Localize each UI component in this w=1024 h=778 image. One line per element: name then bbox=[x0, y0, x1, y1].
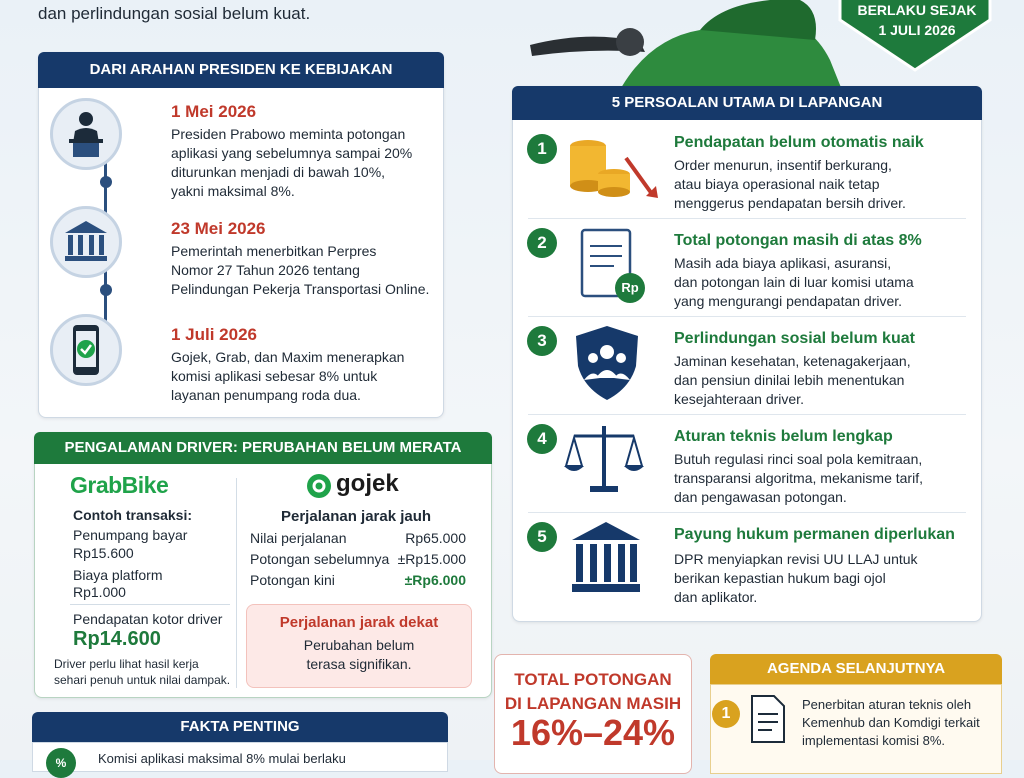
scales-icon bbox=[562, 422, 646, 496]
gojek-long-title: Perjalanan jarak jauh bbox=[281, 508, 432, 525]
grab-gross-label: Pendapatan kotor driver bbox=[73, 611, 223, 627]
phone-check-icon bbox=[50, 314, 122, 386]
divider bbox=[528, 512, 966, 513]
gojek-row-label: Potongan kini bbox=[250, 572, 335, 588]
timeline-text-2: Pemerintah menerbitkan Perpres Nomor 27 Tahun 2026 tentang Pelindungan Pekerja Transportasi Online. bbox=[171, 243, 430, 297]
gojek-row-label: Nilai perjalanan bbox=[250, 530, 347, 546]
agenda-heading: AGENDA SELANJUTNYA bbox=[710, 654, 1002, 684]
government-building-icon bbox=[50, 206, 122, 278]
grab-gross-value: Rp14.600 bbox=[73, 628, 161, 650]
issue-title: Aturan teknis belum lengkap bbox=[674, 428, 893, 445]
issue-text: Masih ada biaya aplikasi, asuransi, dan potongan lain di luar komisi utama yang mengurangi pendapatan driver. bbox=[674, 255, 914, 309]
gojek-logo: gojek bbox=[336, 470, 399, 497]
issues-heading: 5 PERSOALAN UTAMA DI LAPANGAN bbox=[512, 86, 982, 120]
intro-text: dan perlindungan sosial belum kuat. bbox=[38, 4, 311, 23]
divider bbox=[236, 478, 237, 688]
timeline-date-1: 1 Mei 2026 bbox=[171, 102, 257, 121]
grab-fare-label: Penumpang bayar bbox=[73, 527, 188, 543]
timeline-date-3: 1 Juli 2026 bbox=[171, 325, 258, 344]
issue-title: Pendapatan belum otomatis naik bbox=[674, 134, 924, 151]
issue-number: 2 bbox=[527, 228, 557, 258]
shield-people-icon bbox=[572, 324, 642, 402]
issue-text: Butuh regulasi rinci soal pola kemitraan, transparansi algoritma, mekanisme tarif, dan pengawasan potongan. bbox=[674, 451, 923, 505]
fakta-heading: FAKTA PENTING bbox=[32, 712, 448, 742]
document-icon bbox=[748, 694, 788, 744]
issue-text: Order menurun, insentif berkurang, atau biaya operasional naik tetap menggerus pendapatan bersih driver. bbox=[674, 157, 906, 211]
gojek-row-label: Potongan sebelumnya bbox=[250, 551, 390, 567]
grab-example-title: Contoh transaksi: bbox=[73, 507, 193, 523]
driver-experience-heading: PENGALAMAN DRIVER: PERUBAHAN BELUM MERATA bbox=[34, 432, 492, 464]
issue-number: 3 bbox=[527, 326, 557, 356]
total-label: TOTAL POTONGAN DI LAPANGAN MASIH bbox=[504, 670, 682, 713]
near-trip-title: Perjalanan jarak dekat bbox=[279, 614, 439, 631]
issue-text: DPR menyiapkan revisi UU LLAJ untuk berikan kepastian hukum bagi ojol dan aplikator. bbox=[674, 551, 918, 605]
divider bbox=[528, 414, 966, 415]
gojek-row-value: ±Rp15.000 bbox=[397, 551, 466, 567]
timeline-dot bbox=[100, 284, 112, 296]
issue-title: Total potongan masih di atas 8% bbox=[674, 232, 922, 249]
timeline-dot bbox=[100, 176, 112, 188]
divider bbox=[70, 604, 230, 605]
agenda-number: 1 bbox=[712, 700, 740, 728]
issue-number: 4 bbox=[527, 424, 557, 454]
grab-fare-value: Rp15.600 bbox=[73, 545, 134, 561]
fakta-text: Komisi aplikasi maksimal 8% mulai berlaku bbox=[98, 751, 346, 766]
parliament-building-icon bbox=[570, 520, 642, 596]
issue-number: 1 bbox=[527, 134, 557, 164]
near-trip-text: Perubahan belum terasa signifikan. bbox=[303, 637, 415, 672]
timeline-date-2: 23 Mei 2026 bbox=[171, 219, 266, 238]
issue-text: Jaminan kesehatan, ketenagakerjaan, dan pensiun dinilai lebih menentukan kesejahteraan driver. bbox=[674, 353, 911, 407]
agenda-text: Penerbitan aturan teknis oleh Kemenhub dan Komdigi terkait implementasi komisi 8%. bbox=[802, 697, 980, 748]
president-podium-icon bbox=[50, 98, 122, 170]
timeline-text-1: Presiden Prabowo meminta potongan aplikasi yang sebelumnya sampai 20% diturunkan menjadi di bawah 10%, yakni maksimal 8%. bbox=[171, 126, 413, 199]
grabbike-logo: GrabBike bbox=[70, 472, 169, 498]
issue-title: Perlindungan sosial belum kuat bbox=[674, 330, 915, 347]
divider bbox=[528, 316, 966, 317]
rupiah-badge: Rp bbox=[621, 280, 639, 295]
total-value: 16%–24% bbox=[510, 712, 676, 753]
gojek-row-value: Rp65.000 bbox=[405, 530, 466, 546]
divider bbox=[528, 218, 966, 219]
grab-note: Driver perlu lihat hasil kerja sehari penuh untuk nilai dampak. bbox=[54, 657, 231, 687]
coins-down-icon bbox=[566, 136, 662, 204]
gojek-row-value: ±Rp6.000 bbox=[404, 572, 466, 588]
badge-label: BERLAKU SEJAK 1 JULI 2026 bbox=[857, 2, 977, 38]
percent-icon: % bbox=[46, 748, 76, 778]
timeline-text-3: Gojek, Grab, dan Maxim menerapkan komisi aplikasi sebesar 8% untuk layanan penumpang roda dua. bbox=[171, 349, 405, 403]
gojek-logo-icon bbox=[306, 473, 332, 499]
timeline-heading: DARI ARAHAN PRESIDEN KE KEBIJAKAN bbox=[38, 52, 444, 88]
issue-title: Payung hukum permanen diperlukan bbox=[674, 526, 955, 543]
grab-platform-value: Rp1.000 bbox=[73, 584, 126, 600]
issue-number: 5 bbox=[527, 522, 557, 552]
grab-platform-label: Biaya platform bbox=[73, 567, 163, 583]
